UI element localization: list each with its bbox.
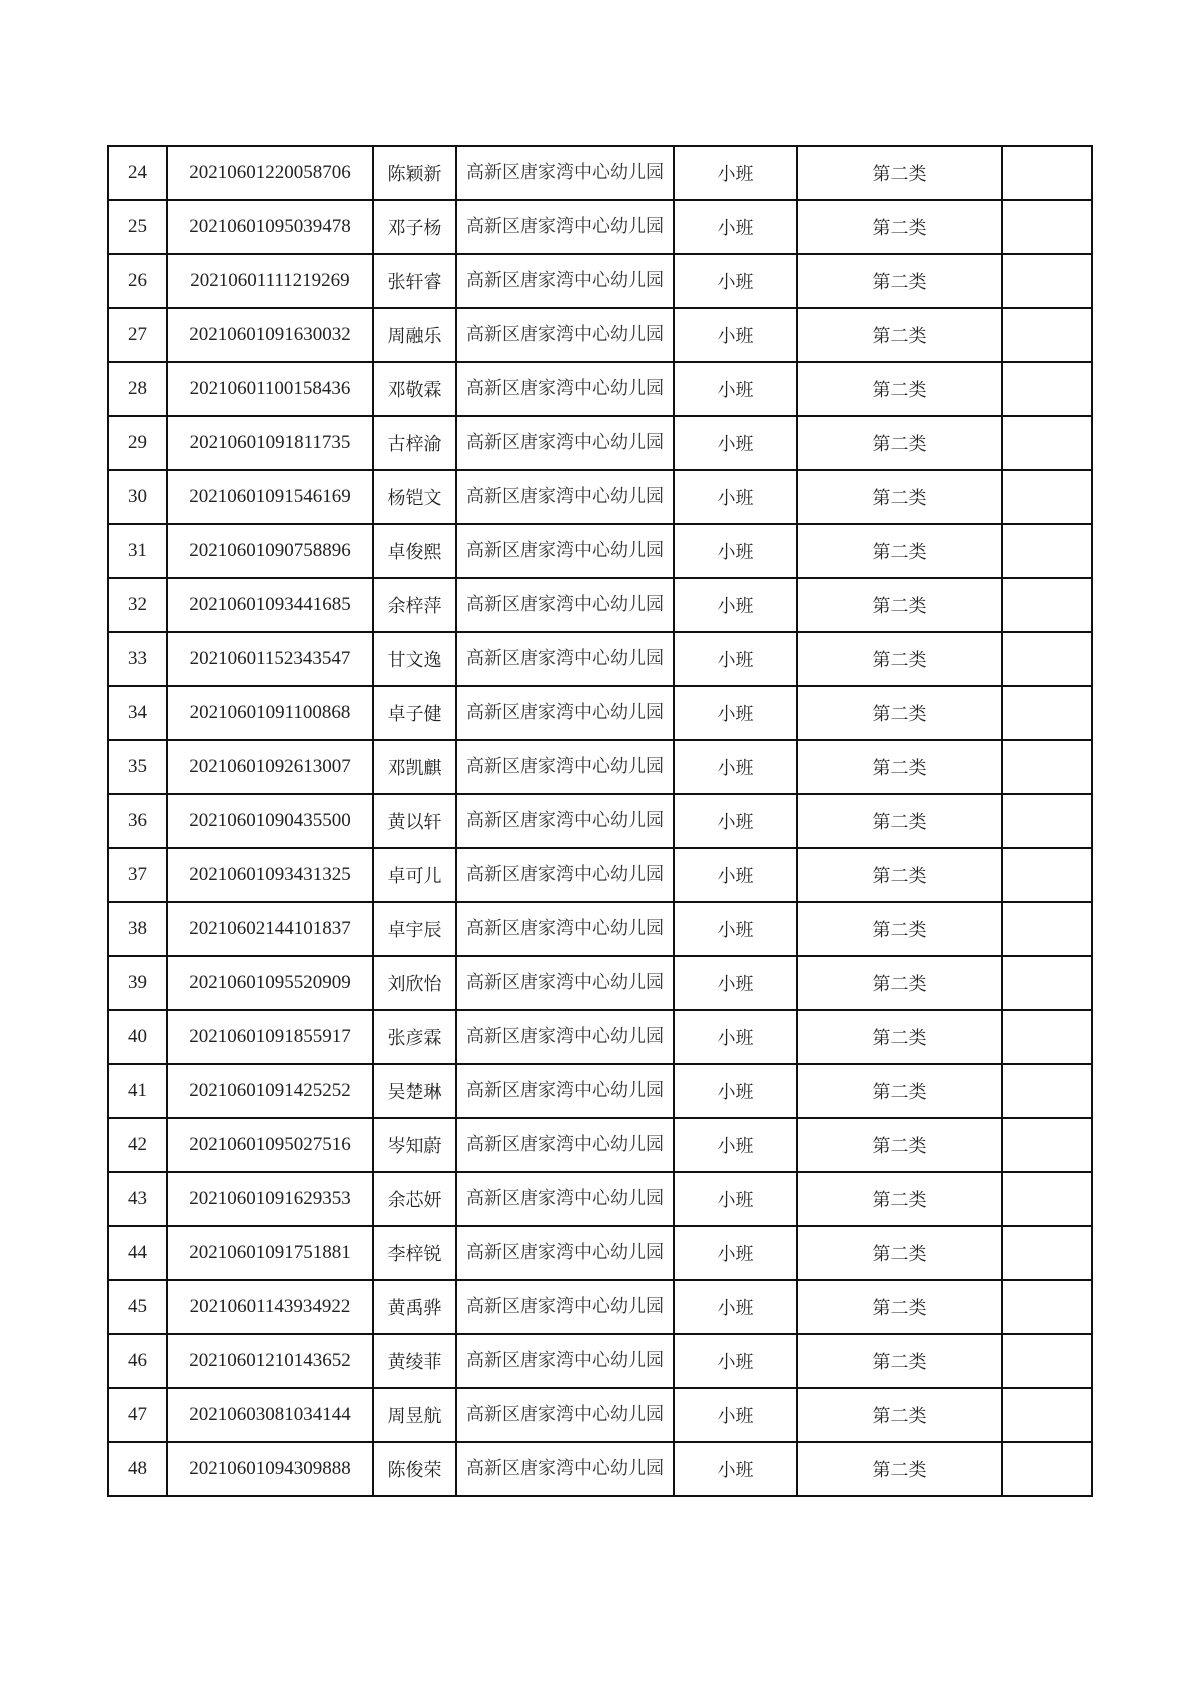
kindergarten-name-cell: 高新区唐家湾中心幼儿园: [456, 686, 674, 740]
category-cell: 第二类: [797, 362, 1002, 416]
table-row: [108, 632, 1092, 686]
remark-cell: [1002, 740, 1092, 794]
class-level-cell: 小班: [674, 632, 797, 686]
kindergarten-name-cell: 高新区唐家湾中心幼儿园: [456, 200, 674, 254]
kindergarten-name-cell: 高新区唐家湾中心幼儿园: [456, 1388, 674, 1442]
child-name-cell: 吴楚琳: [373, 1064, 456, 1118]
class-level-cell: 小班: [674, 254, 797, 308]
row-number-cell: 43: [108, 1172, 167, 1226]
class-level-cell: 小班: [674, 1334, 797, 1388]
class-level-cell: 小班: [674, 1172, 797, 1226]
row-number-cell: 26: [108, 254, 167, 308]
remark-cell: [1002, 902, 1092, 956]
application-id-cell: 20210601091100868: [167, 686, 373, 740]
kindergarten-name-cell: 高新区唐家湾中心幼儿园: [456, 1334, 674, 1388]
application-id-cell: 20210601210143652: [167, 1334, 373, 1388]
class-level-cell: 小班: [674, 1064, 797, 1118]
remark-cell: [1002, 956, 1092, 1010]
category-cell: 第二类: [797, 686, 1002, 740]
class-level-cell: 小班: [674, 200, 797, 254]
table-row: [108, 254, 1092, 308]
category-cell: 第二类: [797, 524, 1002, 578]
table-row: [108, 1172, 1092, 1226]
category-cell: 第二类: [797, 1118, 1002, 1172]
row-number-cell: 38: [108, 902, 167, 956]
table-row: [108, 956, 1092, 1010]
remark-cell: [1002, 1172, 1092, 1226]
application-id-cell: 20210601091751881: [167, 1226, 373, 1280]
table-row: [108, 578, 1092, 632]
child-name-cell: 余芯妍: [373, 1172, 456, 1226]
table-row: [108, 146, 1092, 200]
kindergarten-name-cell: 高新区唐家湾中心幼儿园: [456, 1442, 674, 1496]
application-id-cell: 20210601092613007: [167, 740, 373, 794]
child-name-cell: 岑知蔚: [373, 1118, 456, 1172]
table-row: [108, 1334, 1092, 1388]
category-cell: 第二类: [797, 1010, 1002, 1064]
table-row: [108, 794, 1092, 848]
application-id-cell: 20210603081034144: [167, 1388, 373, 1442]
remark-cell: [1002, 416, 1092, 470]
child-name-cell: 杨铠文: [373, 470, 456, 524]
table-row: [108, 1010, 1092, 1064]
child-name-cell: 卓子健: [373, 686, 456, 740]
table-row: [108, 902, 1092, 956]
category-cell: 第二类: [797, 1064, 1002, 1118]
class-level-cell: 小班: [674, 524, 797, 578]
kindergarten-name-cell: 高新区唐家湾中心幼儿园: [456, 1118, 674, 1172]
child-name-cell: 周融乐: [373, 308, 456, 362]
row-number-cell: 24: [108, 146, 167, 200]
enrollment-table: [107, 145, 1093, 1497]
class-level-cell: 小班: [674, 1280, 797, 1334]
class-level-cell: 小班: [674, 1388, 797, 1442]
remark-cell: [1002, 794, 1092, 848]
child-name-cell: 张彦霖: [373, 1010, 456, 1064]
class-level-cell: 小班: [674, 308, 797, 362]
application-id-cell: 20210601091546169: [167, 470, 373, 524]
kindergarten-name-cell: 高新区唐家湾中心幼儿园: [456, 1064, 674, 1118]
table-row: [108, 1280, 1092, 1334]
category-cell: 第二类: [797, 1172, 1002, 1226]
remark-cell: [1002, 1064, 1092, 1118]
application-id-cell: 20210601093431325: [167, 848, 373, 902]
row-number-cell: 25: [108, 200, 167, 254]
category-cell: 第二类: [797, 794, 1002, 848]
child-name-cell: 陈俊荣: [373, 1442, 456, 1496]
kindergarten-name-cell: 高新区唐家湾中心幼儿园: [456, 740, 674, 794]
child-name-cell: 张轩睿: [373, 254, 456, 308]
remark-cell: [1002, 1334, 1092, 1388]
class-level-cell: 小班: [674, 686, 797, 740]
child-name-cell: 邓敬霖: [373, 362, 456, 416]
class-level-cell: 小班: [674, 1226, 797, 1280]
kindergarten-name-cell: 高新区唐家湾中心幼儿园: [456, 632, 674, 686]
row-number-cell: 44: [108, 1226, 167, 1280]
class-level-cell: 小班: [674, 578, 797, 632]
application-id-cell: 20210601095027516: [167, 1118, 373, 1172]
row-number-cell: 33: [108, 632, 167, 686]
kindergarten-name-cell: 高新区唐家湾中心幼儿园: [456, 956, 674, 1010]
kindergarten-name-cell: 高新区唐家湾中心幼儿园: [456, 146, 674, 200]
category-cell: 第二类: [797, 956, 1002, 1010]
remark-cell: [1002, 362, 1092, 416]
table-row: [108, 416, 1092, 470]
row-number-cell: 28: [108, 362, 167, 416]
child-name-cell: 甘文逸: [373, 632, 456, 686]
row-number-cell: 31: [108, 524, 167, 578]
row-number-cell: 41: [108, 1064, 167, 1118]
application-id-cell: 20210601091629353: [167, 1172, 373, 1226]
row-number-cell: 36: [108, 794, 167, 848]
category-cell: 第二类: [797, 254, 1002, 308]
remark-cell: [1002, 200, 1092, 254]
class-level-cell: 小班: [674, 794, 797, 848]
category-cell: 第二类: [797, 740, 1002, 794]
class-level-cell: 小班: [674, 902, 797, 956]
category-cell: 第二类: [797, 1388, 1002, 1442]
table-row: [108, 848, 1092, 902]
remark-cell: [1002, 254, 1092, 308]
remark-cell: [1002, 1226, 1092, 1280]
table-row: [108, 740, 1092, 794]
category-cell: 第二类: [797, 632, 1002, 686]
remark-cell: [1002, 578, 1092, 632]
application-id-cell: 20210602144101837: [167, 902, 373, 956]
child-name-cell: 卓可儿: [373, 848, 456, 902]
remark-cell: [1002, 146, 1092, 200]
remark-cell: [1002, 632, 1092, 686]
class-level-cell: 小班: [674, 1442, 797, 1496]
kindergarten-name-cell: 高新区唐家湾中心幼儿园: [456, 470, 674, 524]
application-id-cell: 20210601100158436: [167, 362, 373, 416]
category-cell: 第二类: [797, 200, 1002, 254]
category-cell: 第二类: [797, 1226, 1002, 1280]
class-level-cell: 小班: [674, 740, 797, 794]
remark-cell: [1002, 686, 1092, 740]
remark-cell: [1002, 848, 1092, 902]
kindergarten-name-cell: 高新区唐家湾中心幼儿园: [456, 1172, 674, 1226]
application-id-cell: 20210601095520909: [167, 956, 373, 1010]
row-number-cell: 39: [108, 956, 167, 1010]
application-id-cell: 20210601094309888: [167, 1442, 373, 1496]
row-number-cell: 27: [108, 308, 167, 362]
kindergarten-name-cell: 高新区唐家湾中心幼儿园: [456, 254, 674, 308]
class-level-cell: 小班: [674, 146, 797, 200]
kindergarten-name-cell: 高新区唐家湾中心幼儿园: [456, 902, 674, 956]
application-id-cell: 20210601090435500: [167, 794, 373, 848]
child-name-cell: 卓俊熙: [373, 524, 456, 578]
application-id-cell: 20210601095039478: [167, 200, 373, 254]
kindergarten-name-cell: 高新区唐家湾中心幼儿园: [456, 524, 674, 578]
remark-cell: [1002, 308, 1092, 362]
category-cell: 第二类: [797, 416, 1002, 470]
application-id-cell: 20210601220058706: [167, 146, 373, 200]
row-number-cell: 35: [108, 740, 167, 794]
remark-cell: [1002, 1388, 1092, 1442]
child-name-cell: 李梓锐: [373, 1226, 456, 1280]
class-level-cell: 小班: [674, 362, 797, 416]
category-cell: 第二类: [797, 848, 1002, 902]
table-row: [108, 1064, 1092, 1118]
table-row: [108, 362, 1092, 416]
child-name-cell: 黄禹骅: [373, 1280, 456, 1334]
kindergarten-name-cell: 高新区唐家湾中心幼儿园: [456, 416, 674, 470]
remark-cell: [1002, 470, 1092, 524]
category-cell: 第二类: [797, 1334, 1002, 1388]
class-level-cell: 小班: [674, 416, 797, 470]
table-row: [108, 686, 1092, 740]
application-id-cell: 20210601093441685: [167, 578, 373, 632]
class-level-cell: 小班: [674, 470, 797, 524]
table-row: [108, 1442, 1092, 1496]
table-row: [108, 200, 1092, 254]
table-row: [108, 1388, 1092, 1442]
row-number-cell: 42: [108, 1118, 167, 1172]
table-row: [108, 1118, 1092, 1172]
application-id-cell: 20210601111219269: [167, 254, 373, 308]
application-id-cell: 20210601091425252: [167, 1064, 373, 1118]
child-name-cell: 刘欣怡: [373, 956, 456, 1010]
kindergarten-name-cell: 高新区唐家湾中心幼儿园: [456, 848, 674, 902]
application-id-cell: 20210601091855917: [167, 1010, 373, 1064]
application-id-cell: 20210601090758896: [167, 524, 373, 578]
row-number-cell: 32: [108, 578, 167, 632]
remark-cell: [1002, 1010, 1092, 1064]
row-number-cell: 30: [108, 470, 167, 524]
child-name-cell: 余梓萍: [373, 578, 456, 632]
application-id-cell: 20210601152343547: [167, 632, 373, 686]
table-row: [108, 470, 1092, 524]
child-name-cell: 黄绫菲: [373, 1334, 456, 1388]
category-cell: 第二类: [797, 902, 1002, 956]
class-level-cell: 小班: [674, 1118, 797, 1172]
row-number-cell: 45: [108, 1280, 167, 1334]
kindergarten-name-cell: 高新区唐家湾中心幼儿园: [456, 308, 674, 362]
kindergarten-name-cell: 高新区唐家湾中心幼儿园: [456, 1226, 674, 1280]
category-cell: 第二类: [797, 308, 1002, 362]
remark-cell: [1002, 1118, 1092, 1172]
kindergarten-name-cell: 高新区唐家湾中心幼儿园: [456, 578, 674, 632]
application-id-cell: 20210601143934922: [167, 1280, 373, 1334]
application-id-cell: 20210601091811735: [167, 416, 373, 470]
remark-cell: [1002, 1442, 1092, 1496]
class-level-cell: 小班: [674, 848, 797, 902]
table-row: [108, 1226, 1092, 1280]
category-cell: 第二类: [797, 146, 1002, 200]
kindergarten-name-cell: 高新区唐家湾中心幼儿园: [456, 1010, 674, 1064]
kindergarten-name-cell: 高新区唐家湾中心幼儿园: [456, 1280, 674, 1334]
row-number-cell: 34: [108, 686, 167, 740]
row-number-cell: 29: [108, 416, 167, 470]
row-number-cell: 37: [108, 848, 167, 902]
child-name-cell: 黄以轩: [373, 794, 456, 848]
kindergarten-name-cell: 高新区唐家湾中心幼儿园: [456, 362, 674, 416]
child-name-cell: 邓子杨: [373, 200, 456, 254]
child-name-cell: 卓宇辰: [373, 902, 456, 956]
class-level-cell: 小班: [674, 956, 797, 1010]
remark-cell: [1002, 524, 1092, 578]
category-cell: 第二类: [797, 578, 1002, 632]
table-row: [108, 524, 1092, 578]
application-id-cell: 20210601091630032: [167, 308, 373, 362]
row-number-cell: 40: [108, 1010, 167, 1064]
child-name-cell: 陈颖新: [373, 146, 456, 200]
child-name-cell: 邓凯麒: [373, 740, 456, 794]
category-cell: 第二类: [797, 1280, 1002, 1334]
class-level-cell: 小班: [674, 1010, 797, 1064]
child-name-cell: 周昱航: [373, 1388, 456, 1442]
table-row: [108, 308, 1092, 362]
category-cell: 第二类: [797, 470, 1002, 524]
category-cell: 第二类: [797, 1442, 1002, 1496]
child-name-cell: 古梓渝: [373, 416, 456, 470]
row-number-cell: 48: [108, 1442, 167, 1496]
kindergarten-name-cell: 高新区唐家湾中心幼儿园: [456, 794, 674, 848]
remark-cell: [1002, 1280, 1092, 1334]
row-number-cell: 47: [108, 1388, 167, 1442]
row-number-cell: 46: [108, 1334, 167, 1388]
